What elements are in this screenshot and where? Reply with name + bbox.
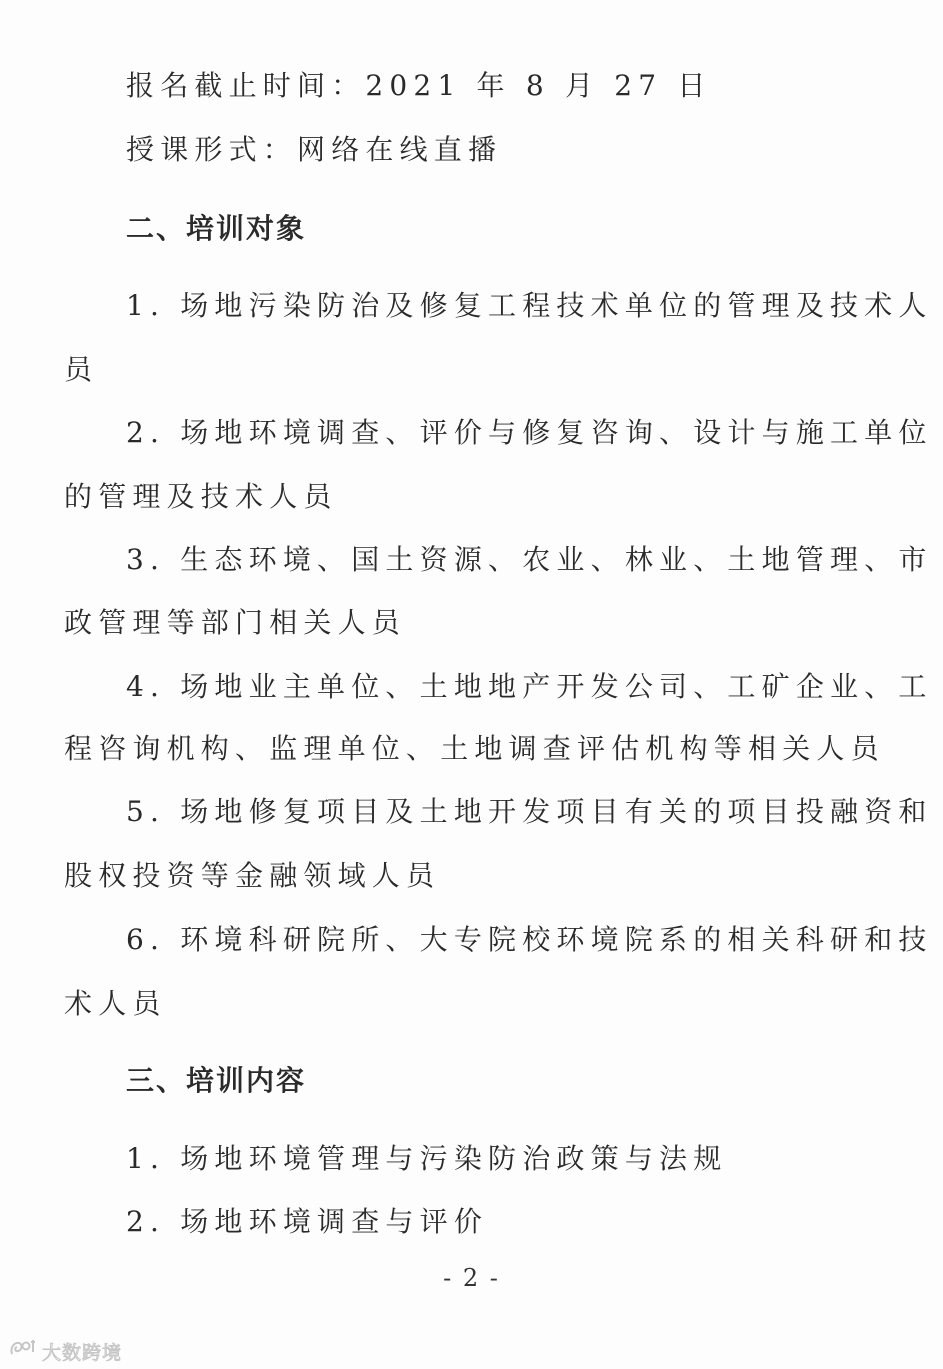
target-item-2-line2: 的管理及技术人员 [64, 480, 338, 513]
target-item-1-line1: 1. 场地污染防治及修复工程技术单位的管理及技术人 [126, 289, 933, 322]
target-item-1-line2: 员 [64, 353, 99, 386]
target-item-5-line2: 股权投资等金融领域人员 [64, 859, 441, 892]
registration-deadline: 报名截止时间：2021 年 8 月 27 日 [126, 69, 712, 102]
target-item-5-line1: 5. 场地修复项目及土地开发项目有关的项目投融资和 [126, 795, 933, 828]
section-heading-training-content: 三、培训内容 [126, 1064, 307, 1097]
brand-logo-icon [8, 1338, 38, 1364]
content-item-1: 1. 场地环境管理与污染防治政策与法规 [126, 1142, 728, 1175]
target-item-6-line2: 术人员 [64, 987, 167, 1020]
watermark [8, 1338, 122, 1364]
target-item-4-line1: 4. 场地业主单位、土地地产开发公司、工矿企业、工 [126, 670, 933, 703]
page-number: - 2 - [443, 1264, 500, 1292]
target-item-2-line1: 2. 场地环境调查、评价与修复咨询、设计与施工单位 [126, 416, 933, 449]
section-heading-training-targets: 二、培训对象 [126, 212, 307, 245]
content-item-2: 2. 场地环境调查与评价 [126, 1205, 489, 1238]
target-item-3-line1: 3. 生态环境、国土资源、农业、林业、土地管理、市 [126, 543, 933, 576]
target-item-4-line2: 程咨询机构、监理单位、土地调查评估机构等相关人员 [64, 732, 885, 765]
teaching-format: 授课形式：网络在线直播 [126, 133, 503, 166]
target-item-3-line2: 政管理等部门相关人员 [64, 606, 407, 639]
watermark-text: 大数跨境 [42, 1341, 123, 1364]
target-item-6-line1: 6. 环境科研院所、大专院校环境院系的相关科研和技 [126, 923, 933, 956]
